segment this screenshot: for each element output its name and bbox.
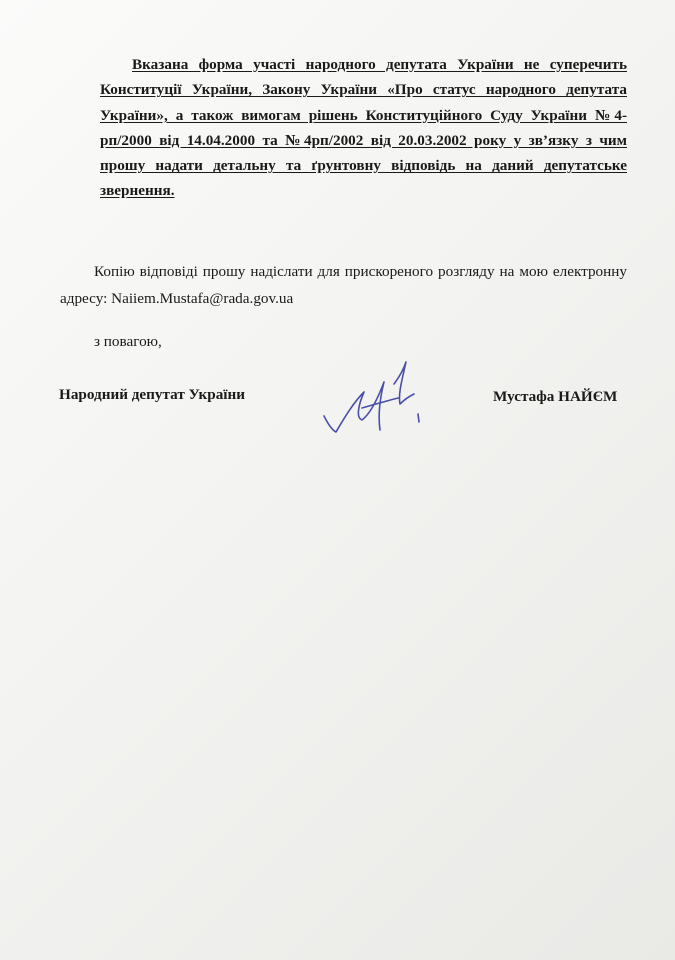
signer-title: Народний депутат України: [59, 386, 246, 403]
main-statement-paragraph: [100, 52, 627, 204]
handwritten-signature: [318, 358, 428, 448]
signature-stroke: [324, 362, 414, 432]
main-statement-text: Вказана форма участі народного депутата України не суперечить Конституції України, Закону України «Про статус народного депутата України», а також вимогам рішень Конституційного Суду України №4-рп/2000 від 14.04.2000 та №4рп/2002 від 20.03.2002 року у зв’язку з чим прошу надати детальну та ґрунтовну відповідь на даний депутатське звернення.: [100, 56, 627, 200]
signature-mark: [418, 414, 419, 422]
closing-greeting: з повагою,: [94, 333, 162, 350]
signer-name: Мустафа НАЙЄМ: [493, 388, 618, 405]
copy-request-text: Копію відповіді прошу надіслати для прискореного розгляду на мою електронну адресу: Naiiem.Mustafa@rada.gov.ua: [60, 263, 627, 307]
copy-request-paragraph: [60, 258, 627, 312]
